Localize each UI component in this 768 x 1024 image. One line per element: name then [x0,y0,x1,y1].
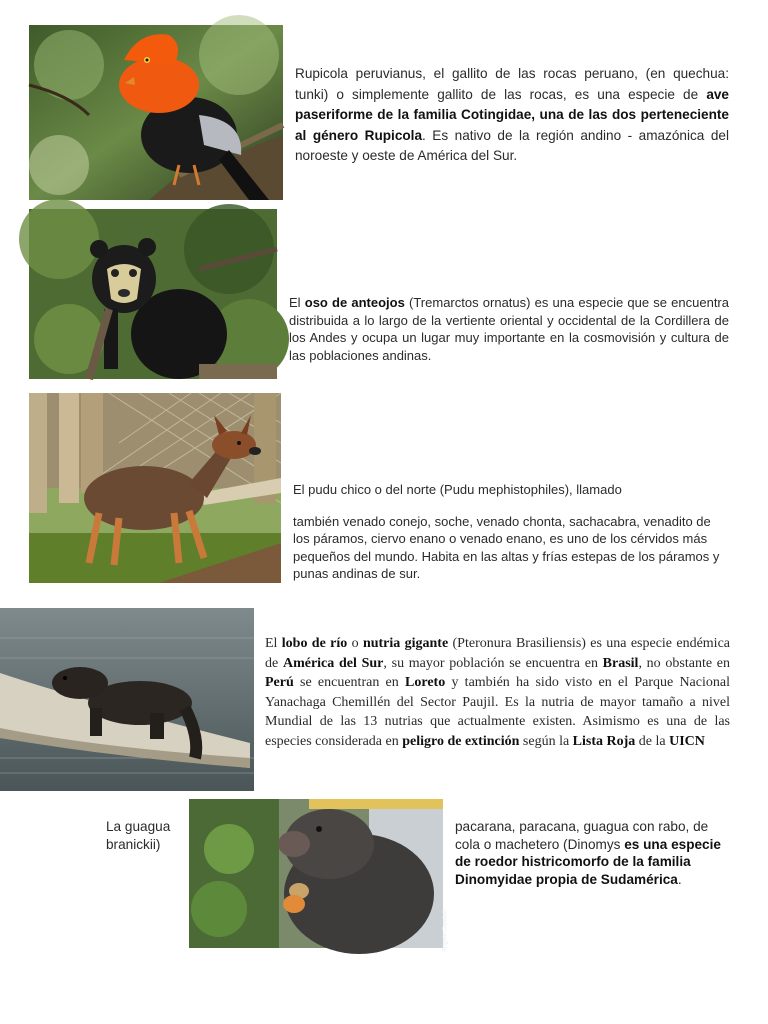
text-run: y también ha sido visto en el Parque Nacional Yanachaga Chemillén del Sector Paujil. Es la nutria de mayor tamaño a nivel Mundial de las 13 nutrias que actualmente existen. Asimismo es una de las especies considerada en [265,675,730,749]
text-run: El [265,636,282,651]
text-run: El [289,295,305,310]
text-run: Rupicola peruvianus, el gallito de las rocas peruano, (en quechua: tunki) o simplemente gallito de las rocas, es una especie de [295,66,729,102]
text-run: o [347,636,363,651]
text-run: (Pteronura Brasiliensis) es una especie endémica de [265,636,730,671]
photographer-watermark: Angelo Gandolfi [443,909,449,952]
pudu-text-line-1: El pudu chico o del norte (Pudu mephistophiles), llamado [293,482,622,497]
bold-text-run: oso de anteojos [304,295,405,310]
spectacled-bear-description [289,294,729,364]
bold-text-run: nutria gigante [362,636,449,651]
bold-text-run: ave paseriforme de la familia Cotingidae, una de las dos perteneciente al género Rupicola [295,86,729,143]
bold-text-run: peligro de extinción [402,733,520,749]
text-run: según la [519,733,573,749]
text-run: de la [635,733,670,749]
text-run: , no obstante en [638,655,730,671]
spectacled-bear-photo [29,209,277,379]
text-run: . [677,871,682,887]
bold-text-run: América del Sur [282,655,384,671]
andean-cock-of-the-rock-photo [29,25,283,200]
text-run: , su mayor población se encuentra en [383,655,603,671]
text-run: . Es nativo de la región andino - amazónica del noroeste y oeste de América del Sur. [295,127,729,163]
cock-of-the-rock-description [295,64,729,167]
pudu-description [293,481,729,583]
bold-text-run: Lista Roja [572,733,636,749]
bold-text-run: Loreto [405,675,446,691]
bold-text-run: Brasil [602,655,639,671]
giant-otter-photo [0,608,254,791]
bold-text-run: lobo de río [281,636,348,651]
text-run: pacarana, paracana, guagua con rabo, de cola o machetero (Dinomys [455,819,709,852]
pacarana-left-label: La guagua branickii) [106,819,171,852]
giant-otter-description [265,634,730,752]
text-run: (Tremarctos ornatus) es una especie que se encuentra distribuida a lo largo de la vertiente oriental y occidental de la Cordillera de los Andes y ocupa un lugar muy importante en la cosmovisión y cultura de las poblaciones andinas. [289,295,729,363]
pacarana-description [455,818,730,888]
pacarana-photo [189,799,449,952]
bold-text-run: es una especie de roedor histricomorfo de la familia Dinomyidae propia de Sudamérica [455,836,721,887]
bold-text-run: Perú [265,675,294,691]
pudu-text-line-2: también venado conejo, soche, venado chonta, sachacabra, venadito de los páramos, ciervo enano o venado enano, es uno de los cérvidos más pequeños del mundo. Habita en las altas y frías estepas de los páramos y punas andinas de sur. [293,513,720,582]
bold-text-run: UICN [669,733,705,749]
text-run: se encuentran en [293,675,406,691]
northern-pudu-photo [29,393,281,583]
